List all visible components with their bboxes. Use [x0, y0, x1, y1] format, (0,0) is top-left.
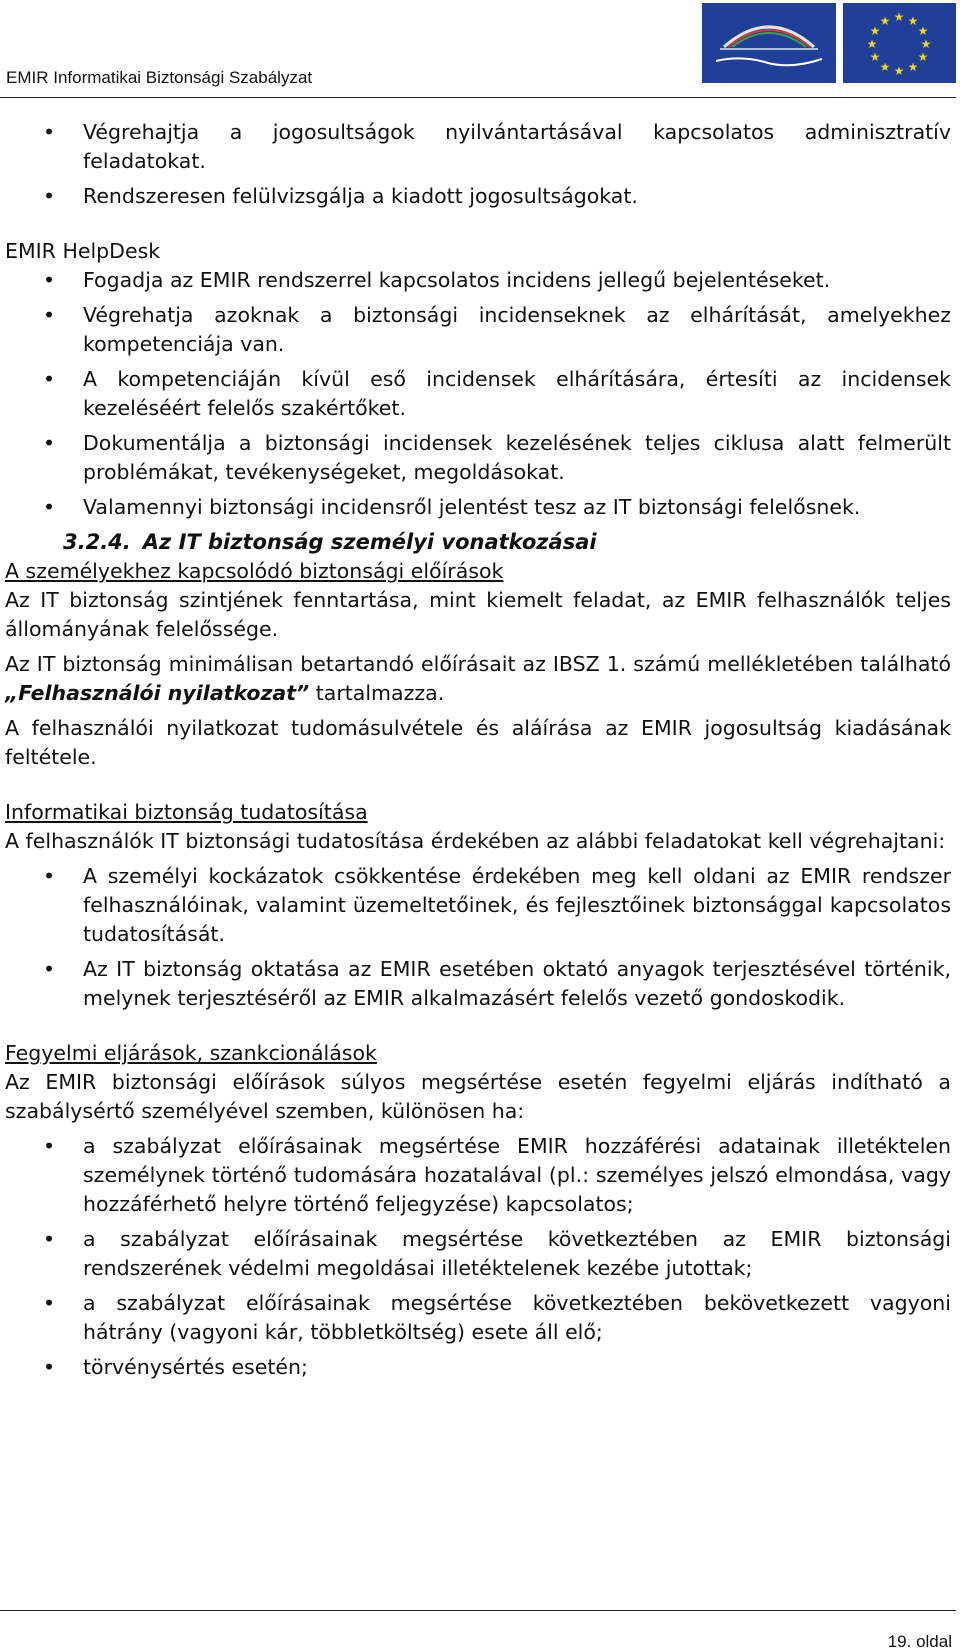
eu-flag-logo: [843, 3, 956, 83]
helpdesk-heading: EMIR HelpDesk: [5, 239, 161, 263]
section-heading: [5, 528, 951, 557]
paragraph: A felhasználók IT biztonsági tudatosítása érdekében az alábbi feladatokat kell végrehajtani:: [5, 829, 946, 853]
paragraph: [5, 650, 951, 708]
paragraph: Az EMIR biztonsági előírások súlyos megsértése esetén fegyelmi eljárás indítható a szabálysértő személyével szemben, különösen ha:: [5, 1070, 951, 1123]
svg-text:★: ★: [907, 14, 919, 28]
discipline-list: [5, 1132, 951, 1382]
svg-text:★: ★: [893, 10, 905, 24]
list-item: • Az IT biztonság oktatása az EMIR esetében oktató anyagok terjesztésével történik, melynek terjesztéséről az EMIR alkalmazásért felelős vezető gondoskodik.: [5, 955, 951, 1013]
list-item: • a szabályzat előírásainak megsértése következtében bekövetkezett vagyoni hátrány (vagyoni kár, többletköltség) esete áll elő;: [5, 1289, 951, 1347]
list-item: • törvénysértés esetén;: [5, 1353, 951, 1382]
list-item: • Végrehatja azoknak a biztonsági incidenseknek az elhárítását, amelyekhez kompetenciája van.: [5, 301, 951, 359]
list-item: • a szabályzat előírásainak megsértése következtében az EMIR biztonsági rendszerének védelmi megoldásai illetéktelenek kezébe jutottak;: [5, 1225, 951, 1283]
list-item: • Fogadja az EMIR rendszerrel kapcsolatos incidens jellegű bejelentéseket.: [5, 266, 951, 295]
section-number: 3.2.4.: [63, 530, 131, 554]
list-item: • A kompetenciáján kívül eső incidensek elhárítására, értesíti az incidensek kezeléséért felelős szakértőket.: [5, 365, 951, 423]
page-number: 19. oldal: [887, 1632, 952, 1651]
list-item: • A személyi kockázatok csökkentése érdekében meg kell oldani az EMIR rendszer felhasználóinak, valamint üzemeltetőinek, és fejlesztőinek biztonsággal kapcsolatos tudatosítását.: [5, 862, 951, 949]
list-item: • Valamennyi biztonsági incidensről jelentést tesz az IT biztonsági felelősnek.: [5, 493, 951, 522]
document-body: [5, 118, 951, 1388]
list-item: • Rendszeresen felülvizsgálja a kiadott jogosultságokat.: [5, 182, 951, 211]
header-title: EMIR Informatikai Biztonsági Szabályzat: [6, 68, 313, 87]
awareness-list: [5, 862, 951, 1013]
header-divider: [0, 97, 956, 98]
text-span: tartalmazza.: [309, 681, 445, 705]
list-item: • a szabályzat előírásainak megsértése EMIR hozzáférési adatainak illetéktelen személynek történő tudomására hozatalával (pl.: személyes jelszó elmondása, vagy hozzáférhető helyre történő feljegyzése) kapcsolatos;: [5, 1132, 951, 1219]
list-item: • Végrehajtja a jogosultságok nyilvántartásával kapcsolatos adminisztratív feladatokat.: [5, 118, 951, 176]
awareness-heading: Informatikai biztonság tudatosítása: [5, 800, 368, 824]
uj-magyarorszag-logo: [702, 3, 836, 83]
svg-text:★: ★: [907, 60, 919, 74]
page-header: [0, 0, 960, 98]
section-title: Az IT biztonság személyi vonatkozásai: [142, 530, 597, 554]
discipline-heading: Fegyelmi eljárások, szankcionálások: [5, 1041, 377, 1065]
paragraph: Az IT biztonság szintjének fenntartása, mint kiemelt feladat, az EMIR felhasználók teljes állományának felelőssége.: [5, 588, 951, 641]
personal-rules-heading: A személyekhez kapcsolódó biztonsági előírások: [5, 559, 504, 583]
svg-text:★: ★: [869, 50, 881, 64]
svg-text:★: ★: [879, 14, 891, 28]
footer-divider: [0, 1610, 956, 1611]
svg-text:★: ★: [893, 64, 905, 78]
helpdesk-task-list: [5, 266, 951, 522]
admin-task-list: [5, 118, 951, 211]
text-span: Az IT biztonság minimálisan betartandó előírásait az IBSZ 1. számú mellékletében található: [5, 652, 951, 676]
svg-text:★: ★: [917, 24, 929, 38]
svg-text:★: ★: [869, 24, 881, 38]
paragraph: A felhasználói nyilatkozat tudomásulvétele és aláírása az EMIR jogosultság kiadásának feltétele.: [5, 716, 951, 769]
user-declaration-emphasis: „Felhasználói nyilatkozat”: [5, 681, 310, 705]
svg-text:★: ★: [917, 50, 929, 64]
svg-text:★: ★: [879, 60, 891, 74]
list-item: • Dokumentálja a biztonsági incidensek kezelésének teljes ciklusa alatt felmerült problémákat, tevékenységeket, megoldásokat.: [5, 429, 951, 487]
svg-text:★: ★: [866, 37, 878, 51]
svg-text:★: ★: [920, 37, 932, 51]
